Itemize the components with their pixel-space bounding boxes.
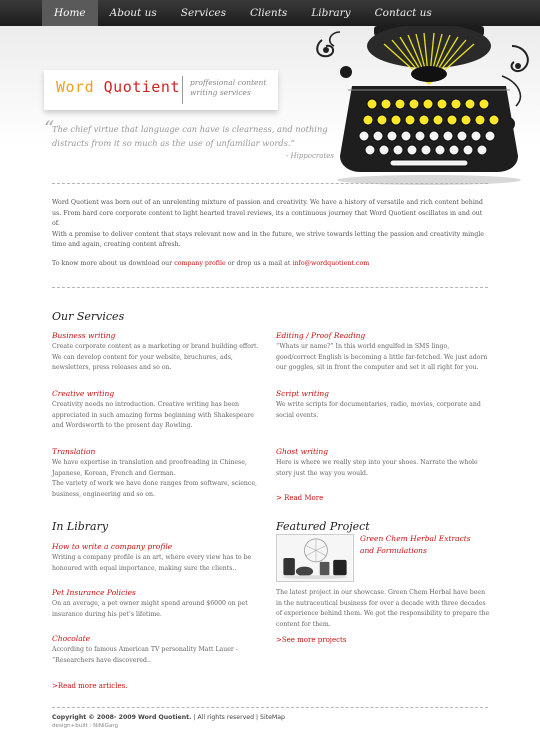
nav-item-home[interactable]: Home	[42, 0, 98, 26]
service-desc: We write scripts for documentaries, radio, movies, corporate and social events.	[276, 401, 481, 419]
library-item-title[interactable]: Pet Insurance Policies	[52, 588, 136, 597]
nav-item-clients[interactable]: Clients	[249, 7, 288, 19]
library-item-desc: According to famous American TV personality Matt Lauer - “Researchers have discovered..	[52, 646, 238, 664]
library-item-company-profile	[52, 541, 264, 574]
nav-item-about-us[interactable]: About us	[109, 7, 157, 19]
featured-heading: Featured Project	[276, 520, 370, 533]
company-profile-link[interactable]: company profile	[174, 260, 226, 267]
service-title[interactable]: Editing / Proof Reading	[276, 331, 366, 340]
library-read-more-link[interactable]: >Read more articles.	[52, 682, 128, 690]
service-desc: “Whats ur name?” In this world engulfed in SMS lingo, good/correct English is becoming a little far-fetched. We just adorn our goggles, sit in front the computer and set it all right for you.	[276, 343, 488, 371]
header-quote	[44, 116, 334, 160]
service-translation	[52, 446, 264, 500]
service-editing	[276, 330, 488, 374]
nav-item-library[interactable]: Library	[311, 7, 351, 19]
library-item-chocolate	[52, 633, 264, 666]
intro-paragraph-1: Word Quotient was born out of an unrelenting mixture of passion and creativity. We have a history of versatile and rich content behind us. From hard core corporate content to light hearted travel reviews, its a continuous journey that Word Quotient oscillates in and out of.	[52, 199, 483, 227]
services-heading: Our Services	[52, 310, 125, 323]
service-title[interactable]: Business writing	[52, 331, 116, 340]
see-more-projects-link[interactable]: >See more projects	[276, 636, 347, 644]
service-desc: Creativity needs no introduction. Creative writing has been appreciated in such amazing forms beginning with Shakespeare and Wordsworth to the present day Rowling.	[52, 401, 254, 429]
service-title[interactable]: Script writing	[276, 389, 329, 398]
library-item-desc: Writing a company profile is an art, where every view has to be honoured with equal importance, making sure the clients..	[52, 554, 252, 572]
library-item-desc: On an average, a pet owner might spend around $6000 on pet insurance during his pet’s lifetime.	[52, 600, 248, 618]
email-link[interactable]: info@wordquotient.com	[292, 260, 370, 267]
service-desc: Here is where we really step into your shoes. Narrate the whole story just the way you would.	[276, 459, 478, 477]
typewriter-illustration	[312, 26, 540, 186]
tagline-line-2: writing services	[190, 88, 251, 97]
service-ghost-writing	[276, 446, 488, 479]
copyright-text: Copyright © 2008- 2009 Word Quotient.	[52, 714, 192, 721]
divider-3	[52, 707, 488, 708]
service-script-writing	[276, 388, 488, 421]
logo[interactable]	[44, 70, 278, 110]
about-prefix: To know more about us download our	[52, 260, 175, 267]
service-creative-writing	[52, 388, 264, 432]
logo-tagline	[190, 78, 276, 98]
header-banner	[0, 26, 540, 176]
logo-divider	[182, 76, 183, 104]
tagline-line-1: proffesional content	[190, 78, 267, 87]
quote-mark-icon: “	[44, 116, 55, 140]
nav-item-services[interactable]: Services	[180, 7, 226, 19]
service-title[interactable]: Ghost writing	[276, 447, 329, 456]
featured-project-title[interactable]: Green Chem Herbal Extracts and Formulations	[360, 534, 471, 555]
intro-text	[52, 198, 490, 251]
divider-1	[52, 183, 488, 184]
library-item-pet-insurance	[52, 587, 264, 620]
logo-quotient: Quotient	[103, 78, 180, 96]
nav-menu	[42, 0, 444, 26]
service-title[interactable]: Translation	[52, 447, 96, 456]
library-heading: In Library	[52, 520, 109, 533]
library-item-title[interactable]: Chocolate	[52, 634, 91, 643]
nav-item-contact-us[interactable]: Contact us	[374, 7, 432, 19]
featured-project-image[interactable]	[276, 534, 354, 582]
about-download-line	[52, 260, 369, 267]
quote-text: The chief virtue that language can have is clearness, and nothing distracts from it so much as the use of unfamiliar words.”	[52, 124, 328, 148]
service-desc: We have expertise in translation and proofreading in Chinese, Japanese, Korean, French and German.	[52, 459, 247, 477]
library-item-title[interactable]: How to write a company profile	[52, 542, 173, 551]
logo-word: Word	[56, 78, 95, 96]
divider-2	[52, 287, 488, 288]
service-desc-2: The variety of work we have done ranges from software, science, business, engineering and so on.	[52, 480, 257, 498]
services-read-more-link[interactable]: > Read More	[276, 494, 324, 502]
about-mid: or drop us a mail at	[225, 260, 293, 267]
service-title[interactable]: Creative writing	[52, 389, 115, 398]
footer-copyright	[52, 714, 285, 721]
intro-paragraph-2: With a promise to deliver content that stays relevant now and in the future, we strive towards letting the passion and creativity mingle time and again, creating content afresh.	[52, 230, 484, 248]
service-business-writing	[52, 330, 264, 374]
logo-text	[56, 78, 180, 96]
footer-credit: design+built : NiNiGarg	[52, 723, 119, 729]
quote-author: - Hippocrates	[285, 152, 334, 160]
service-desc: Create corporate content as a marketing or brand building effort. We can develop content for your website, bruchures, ads, newsletters, press releases and so on.	[52, 343, 259, 371]
footer-rights-sitemap[interactable]: | All rights reserved | SiteMap	[191, 714, 285, 721]
featured-project-desc: The latest project in our showcase. Green Chem Herbal have been in the nutraceutical business for over a decade with three decades of experience behind them. We got the responsibility to prepare the content for them.	[276, 589, 490, 628]
top-nav-bar	[0, 0, 540, 26]
